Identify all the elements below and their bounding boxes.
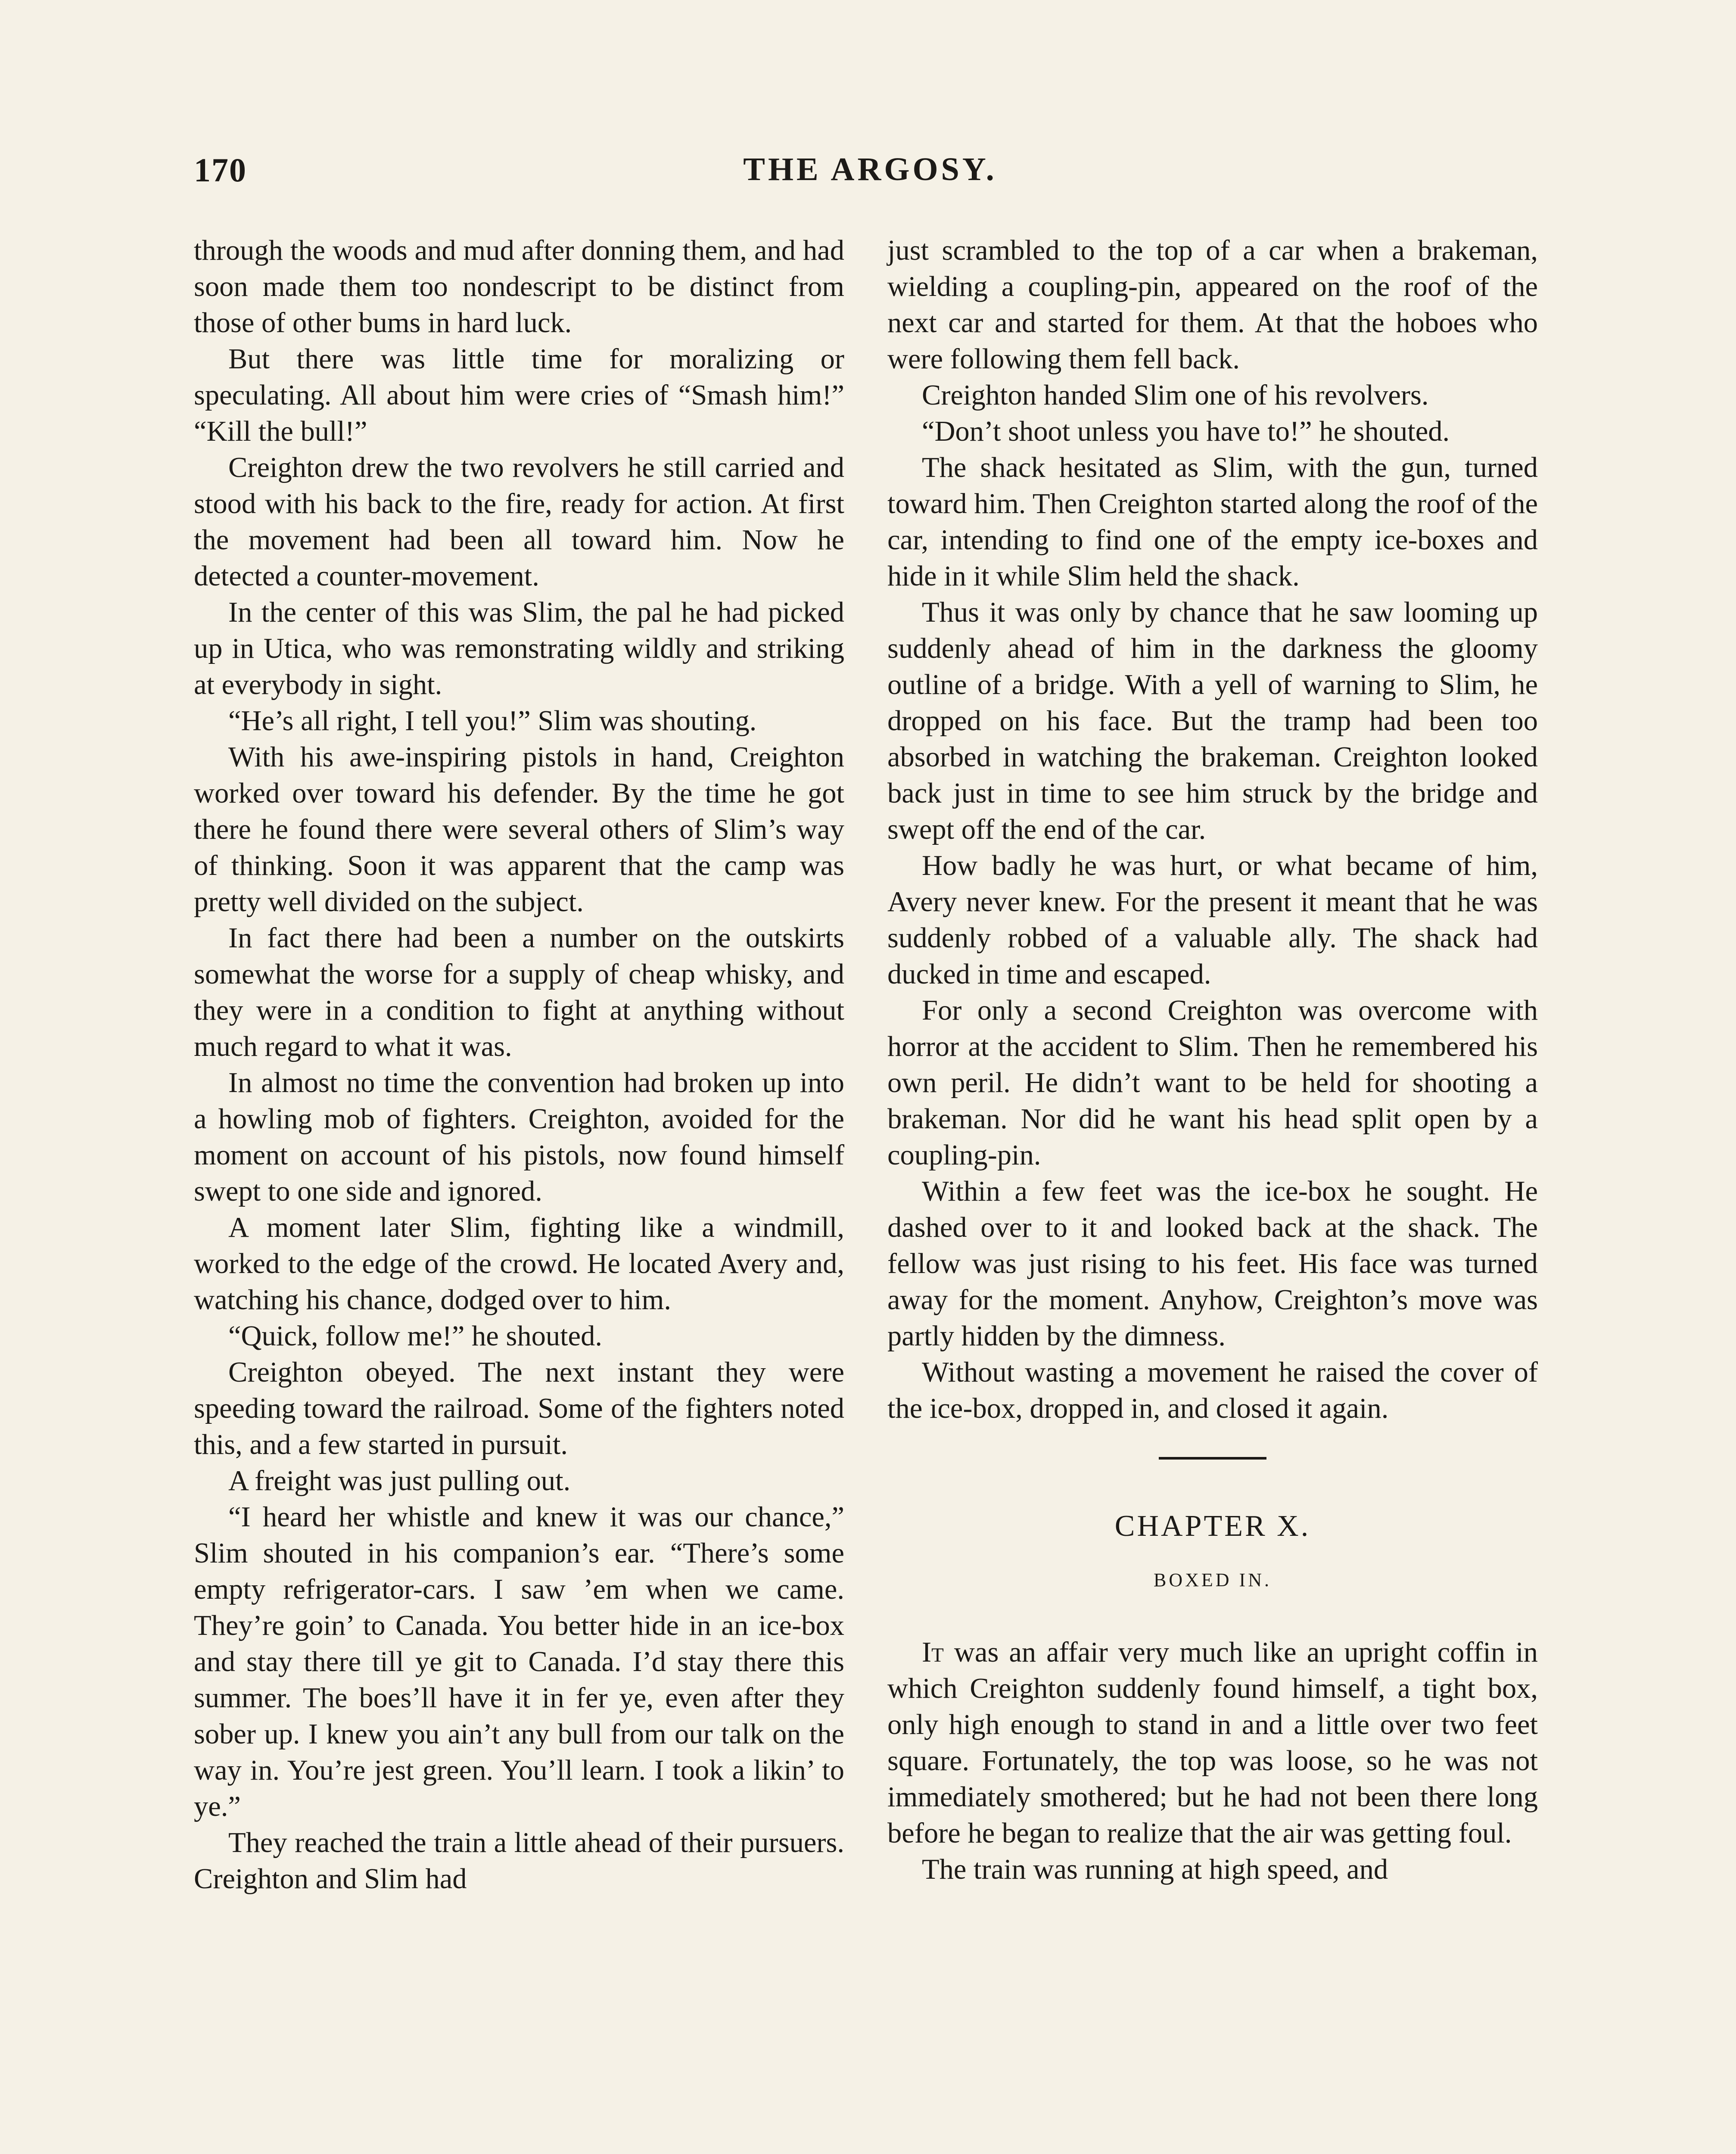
paragraph: “He’s all right, I tell you!” Slim was shouting. [228,705,757,737]
paragraph: Creighton obeyed. The next instant they were speeding toward the railroad. Some of the fighters noted this, and a few started in pursuit. [194,1357,844,1460]
paragraph: The shack hesitated as Slim, with the gun, turned toward him. Then Creighton started along the roof of the car, intending to find one of the empty ice-boxes and hide in it while Slim held the shack. [887,452,1538,592]
paragraph: A freight was just pulling out. [228,1465,571,1497]
left-column [194,233,844,1897]
paragraph: Creighton drew the two revolvers he still carried and stood with his back to the fire, ready for action. At first the movement had been all toward him. Now he detected a counter-movement. [194,452,844,592]
paragraph: just scrambled to the top of a car when a brakeman, wielding a coupling-pin, appeared on the roof of the next car and started for them. At that the hoboes who were following them fell back. [887,235,1538,375]
right-column [887,233,1538,1888]
paragraph: A moment later Slim, fighting like a windmill, worked to the edge of the crowd. He located Avery and, watching his chance, dodged over to him. [194,1212,844,1316]
paragraph: They reached the train a little ahead of their pursuers. Creighton and Slim had [194,1827,844,1895]
paragraph [887,1852,1538,1888]
paragraph: through the woods and mud after donning them, and had soon made them too nondescript to be distinct from those of other bums in hard luck. [194,235,844,339]
paragraph: But there was little time for moralizing or speculating. All about him were cries of “Smash him!” “Kill the bull!” [194,343,844,447]
paragraph: “Don’t shoot unless you have to!” he shouted. [922,416,1450,447]
paragraph: With his awe-inspiring pistols in hand, Creighton worked over toward his defender. By the time he got there he found there were several others of Slim’s way of thinking. Soon it was apparent that the camp was pretty well divided on the subject. [194,741,844,918]
paragraph-text: was an affair very much like an upright coffin in which Creighton suddenly found himself, a tight box, only high enough to stand in and a little over two feet square. Fortunately, the top was loose, so he was not immediately smothered; but he had not been there long before he began to realize that the air was getting foul. [887,1637,1538,1849]
chapter-subtitle: BOXED IN. [1154,1569,1272,1591]
page-number: 170 [194,151,247,189]
paragraph: Creighton handed Slim one of his revolvers. [922,380,1429,411]
chapter-title: CHAPTER X. [1114,1510,1311,1543]
paragraph: “Quick, follow me!” he shouted. [228,1320,602,1352]
chapter-divider-rule [1159,1457,1266,1460]
opening-word: It [922,1637,944,1668]
paragraph: For only a second Creighton was overcome with horror at the accident to Slim. Then he remembered his own peril. He didn’t want to be held for shooting a brakeman. Nor did he want his head split open by a coupling-pin. [887,995,1538,1171]
paragraph-text: The train was running at high speed, and [922,1854,1388,1885]
running-head: THE ARGOSY. [743,151,997,187]
paragraph: Within a few feet was the ice-box he sought. He dashed over to it and looked back at the shack. The fellow was just rising to his feet. His face was turned away for the moment. Anyhow, Creighton’s move was partly hidden by the dimness. [887,1176,1538,1352]
paragraph: Thus it was only by chance that he saw looming up suddenly ahead of him in the darkness the gloomy outline of a bridge. With a yell of warning to Slim, he dropped on his face. But the tramp had been too absorbed in watching the brakeman. Creighton looked back just in time to see him struck by the bridge and swept off the end of the car. [887,597,1538,845]
paragraph: “I heard her whistle and knew it was our chance,” Slim shouted in his companion’s ear. “There’s some empty refrigerator-cars. I saw ’em when we came. They’re goin’ to Canada. You better hide in an ice-box and stay there till ye git to Canada. I’d stay there this summer. The boes’ll have it in fer ye, even after they sober up. I knew you ain’t any bull from our talk on the way in. You’re jest green. You’ll learn. I took a likin’ to ye.” [194,1501,844,1822]
paragraph: Without wasting a movement he raised the cover of the ice-box, dropped in, and closed it again. [887,1357,1538,1424]
paragraph [887,1634,1538,1852]
paragraph: In the center of this was Slim, the pal he had picked up in Utica, who was remonstrating wildly and striking at everybody in sight. [194,597,844,700]
page-header [194,151,1546,207]
paragraph: In almost no time the convention had broken up into a howling mob of fighters. Creighton, avoided for the moment on account of his pistols, now found himself swept to one side and ignored. [194,1067,844,1207]
paragraph: In fact there had been a number on the outskirts somewhat the worse for a supply of cheap whisky, and they were in a condition to fight at anything without much regard to what it was. [194,922,844,1062]
paragraph: How badly he was hurt, or what became of him, Avery never knew. For the present it meant that he was suddenly robbed of a valuable ally. The shack had ducked in time and escaped. [887,850,1538,990]
